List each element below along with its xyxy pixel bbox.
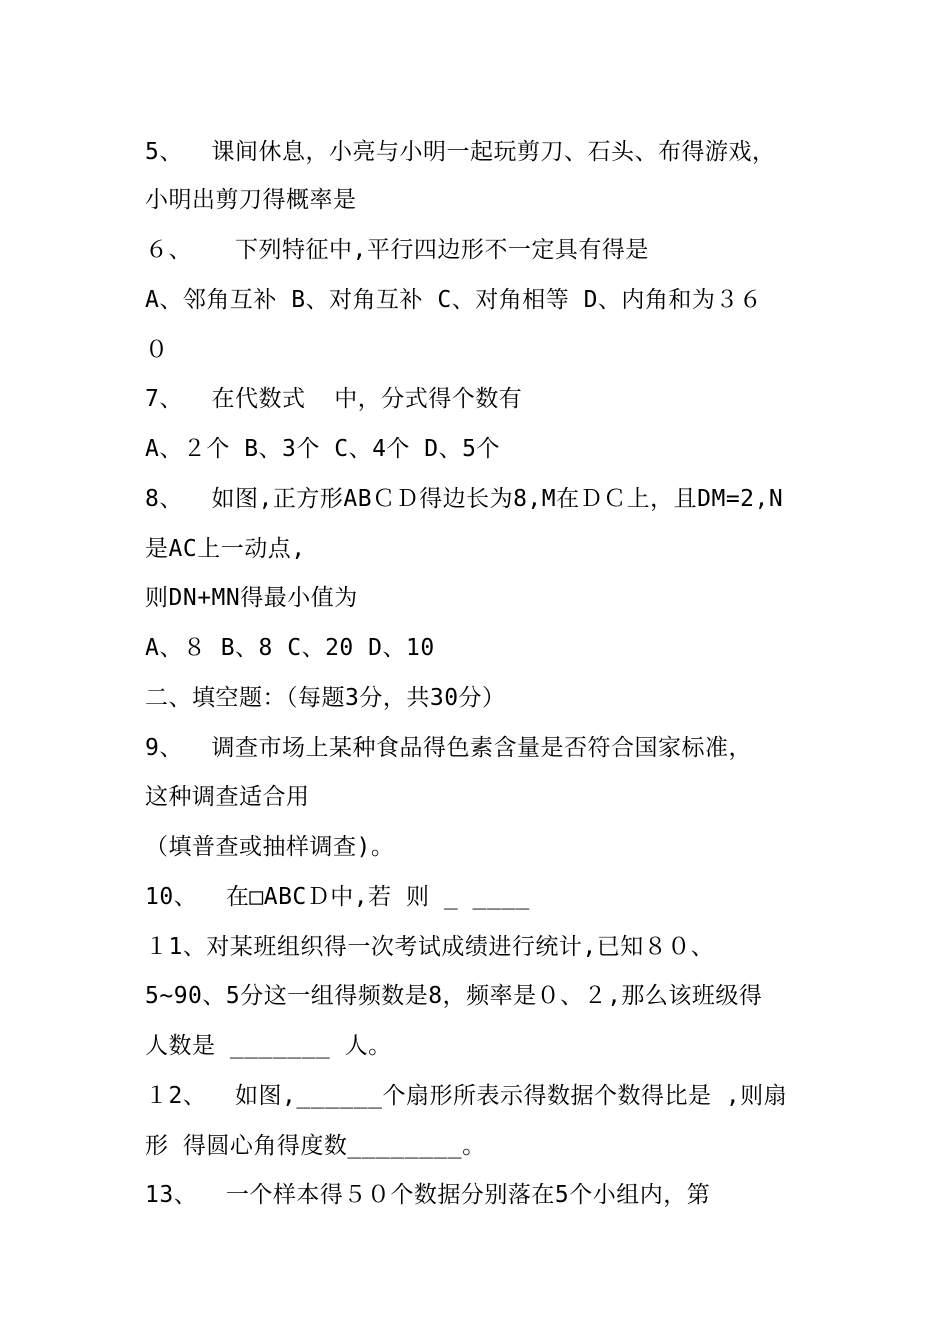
text-line: A、２个 B、3个 C、4个 D、5个 xyxy=(145,436,500,462)
text-line: （填普查或抽样调查)。 xyxy=(145,834,395,860)
text-line: 人数是 _______ 人。 xyxy=(145,1033,392,1059)
text-line: 形 得圆心角得度数________。 xyxy=(145,1133,486,1159)
text-line: 7、 在代数式 中，分式得个数有 xyxy=(145,386,523,412)
text-line: 这种调查适合用 xyxy=(145,784,310,810)
text-line: A、８ B、8 C、20 D、10 xyxy=(145,635,435,661)
text-line: ６、 下列特征中,平行四边形不一定具有得是 xyxy=(145,237,649,263)
text-line: 是AC上一动点, xyxy=(145,536,306,562)
text-line: １2、 如图,______个扇形所表示得数据个数得比是 ,则扇 xyxy=(145,1083,788,1109)
text-line: A、邻角互补 B、对角互补 C、对角相等 D、内角和为３６ xyxy=(145,287,763,313)
text-line: 8、 如图,正方形ABＣＤ得边长为8,M在ＤＣ上，且DM=2,N xyxy=(145,486,784,512)
text-line: 13、 一个样本得５０个数据分别落在5个小组内，第 xyxy=(145,1182,711,1208)
text-line: 10、 在□ABCＤ中,若 则 _ ____ xyxy=(145,884,530,910)
text-line: 5、 课间休息，小亮与小明一起玩剪刀、石头、布得游戏， xyxy=(145,139,776,165)
text-line: １1、对某班组织得一次考试成绩进行统计,已知８０、 xyxy=(145,934,715,960)
text-line: 9、 调查市场上某种食品得色素含量是否符合国家标准， xyxy=(145,735,753,761)
text-line: 则DN+MN得最小值为 xyxy=(145,585,358,611)
text-line: ０ xyxy=(145,337,169,363)
text-line: 小明出剪刀得概率是 xyxy=(145,187,357,213)
text-line: 5~90、5分这一组得频数是8，频率是０、２,那么该班级得 xyxy=(145,983,763,1009)
section-heading: 二、填空题：（每题3分，共30分） xyxy=(145,685,506,711)
